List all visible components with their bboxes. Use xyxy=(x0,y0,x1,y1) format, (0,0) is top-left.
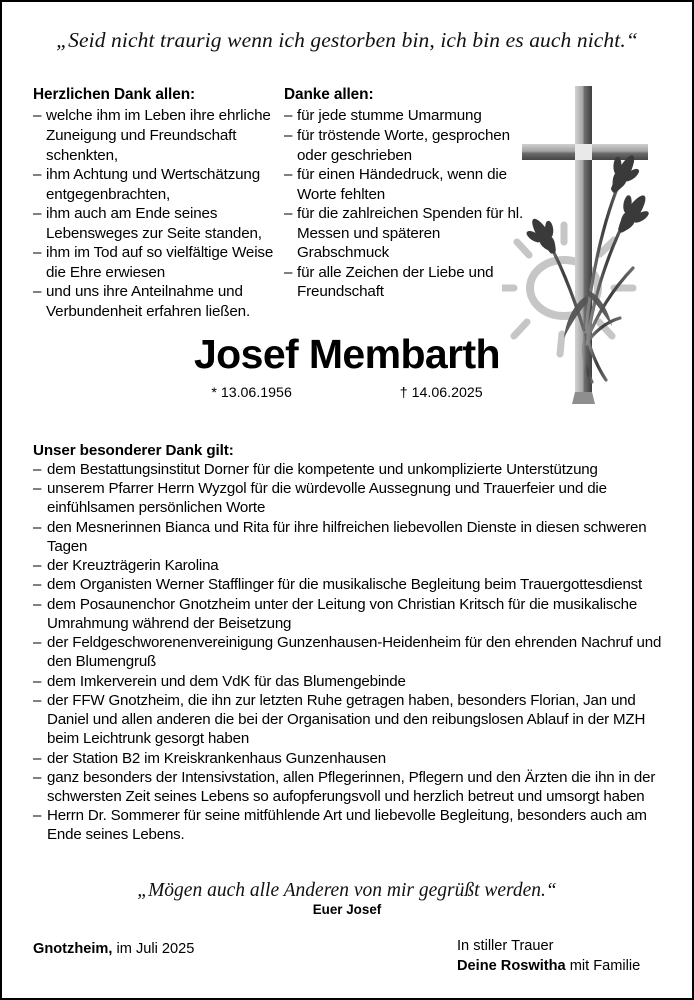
right-column-list xyxy=(284,106,532,301)
list-item xyxy=(33,243,281,282)
special-thanks-section xyxy=(33,442,665,845)
dash-marker: – xyxy=(33,576,42,594)
list-item-text: ihm Achtung und Wertschätzung entgegenbrachten, xyxy=(46,166,261,203)
left-column-list xyxy=(33,106,281,321)
list-item xyxy=(284,106,532,126)
closing-quote: „Mögen auch alle Anderen von mir gegrüßt werden.“ xyxy=(137,880,557,901)
list-item-text: für einen Händedruck, wenn die Worte fehlten xyxy=(297,166,507,203)
list-item xyxy=(33,575,665,594)
list-item-text: dem Organisten Werner Stafflinger für die musikalische Begleitung beim Trauergottesdienst xyxy=(47,576,643,594)
list-item xyxy=(33,768,665,806)
dash-marker: – xyxy=(33,691,42,709)
closing-signature: Euer Josef xyxy=(312,902,382,917)
list-item xyxy=(33,672,665,691)
list-item-text: dem Posaunenchor Gnotzheim unter der Leitung von Christian Kritsch für die musikalische Umrahmung während der Beisetzung xyxy=(47,595,638,632)
dash-marker: – xyxy=(33,634,42,652)
list-item xyxy=(33,595,665,633)
list-item-text: unserem Pfarrer Herrn Wyzgol für die würdevolle Aussegnung und Trauerfeier und die einfühlsamen persönlichen Worte xyxy=(47,480,607,517)
list-item xyxy=(33,518,665,556)
footer-place: Gnotzheim, xyxy=(33,941,113,957)
list-item-text: für alle Zeichen der Liebe und Freundschaft xyxy=(297,263,494,301)
list-item xyxy=(33,633,665,671)
dash-marker: – xyxy=(33,672,42,690)
birth-date: * 13.06.1956 xyxy=(211,385,292,401)
list-item-text: dem Imkerverein und dem VdK für das Blumengebinde xyxy=(47,672,406,690)
mourner-name: Deine Roswitha xyxy=(457,957,566,974)
dash-marker: – xyxy=(33,768,42,786)
list-item-text: der Feldgeschworenenvereinigung Gunzenhausen-Heidenheim für den ehrenden Nachruf und den Blumengruß xyxy=(47,634,662,671)
list-item xyxy=(33,556,665,575)
mourner-line xyxy=(457,957,640,977)
dash-marker: – xyxy=(33,595,42,613)
mourning-label: In stiller Trauer xyxy=(457,938,554,954)
list-item xyxy=(33,204,281,243)
list-item-text: für tröstende Worte, gesprochen oder geschrieben xyxy=(297,127,510,164)
footer-mourners xyxy=(457,937,640,976)
list-item xyxy=(284,126,532,165)
list-item xyxy=(284,165,532,204)
mourner-suffix: mit Familie xyxy=(565,957,641,974)
list-item xyxy=(33,749,665,768)
thanks-column-right xyxy=(284,86,532,302)
left-column-heading: Herzlichen Dank allen: xyxy=(33,86,196,103)
special-thanks-heading: Unser besonderer Dank gilt: xyxy=(33,442,234,459)
dash-marker: – xyxy=(33,461,42,478)
list-item-text: dem Bestattungsinstitut Dorner für die kompetente und unkomplizierte Unterstützung xyxy=(47,461,598,478)
top-quote: „Seid nicht traurig wenn ich gestorben bin, ich bin es auch nicht.“ xyxy=(56,28,638,52)
list-item xyxy=(33,691,665,749)
list-item-text: und uns ihre Anteilnahme und Verbundenheit erfahren ließen. xyxy=(46,283,251,320)
list-item-text: der FFW Gnotzheim, die ihn zur letzten Ruhe getragen haben, besonders Florian, Jan und Daniel und allen anderen die bei der Organisation und den reibungslosen Ablauf in der MZH beim Leichtrunk gesorgt haben xyxy=(47,691,646,748)
list-item-text: ihm im Tod auf so vielfältige Weise die Ehre erwiesen xyxy=(46,244,274,281)
special-thanks-list xyxy=(33,460,665,845)
list-item-text: ganz besonders der Intensivstation, allen Pflegerinnen, Pflegern und den Ärzten die ihn in der schwersten Zeit seines Lebens so aufopferungsvoll und herzlich betreut und umsorgt haben xyxy=(47,768,656,805)
footer-date: im Juli 2025 xyxy=(112,941,195,957)
dash-marker: – xyxy=(33,557,42,575)
dash-marker: – xyxy=(33,107,42,125)
list-item-text: der Station B2 im Kreiskrankenhaus Gunzenhausen xyxy=(47,749,386,767)
list-item-text: den Mesnerinnen Bianca und Rita für ihre hilfreichen liebevollen Dienste in diesen schweren Tagen xyxy=(47,518,647,555)
list-item xyxy=(33,479,665,517)
dash-marker: – xyxy=(284,127,293,145)
list-item xyxy=(33,165,281,204)
dash-marker: – xyxy=(284,166,293,184)
list-item-text: Herrn Dr. Sommerer für seine mitfühlende Art und liebevolle Begleitung, besonders auch am Ende seines Lebens. xyxy=(47,807,647,844)
list-item xyxy=(284,204,532,263)
dash-marker: – xyxy=(33,166,42,184)
dash-marker: – xyxy=(33,480,42,498)
dash-marker: – xyxy=(284,263,293,281)
list-item xyxy=(33,106,281,165)
footer-place-date xyxy=(33,940,194,960)
list-item-text: ihm auch am Ende seines Lebensweges zur Seite standen, xyxy=(46,205,262,242)
deceased-name: Josef Membarth xyxy=(193,331,500,377)
list-item-text: der Kreuzträgerin Karolina xyxy=(47,557,219,575)
list-item-text: für jede stumme Umarmung xyxy=(297,107,482,125)
list-item xyxy=(33,460,665,479)
list-item xyxy=(284,263,532,302)
list-item-text: für die zahlreichen Spenden für hl. Messen und späteren Grabschmuck xyxy=(297,205,524,262)
list-item-text: welche ihm im Leben ihre ehrliche Zuneigung und Freundschaft schenkten, xyxy=(46,107,271,164)
dash-marker: – xyxy=(33,283,42,301)
right-column-heading: Danke allen: xyxy=(284,86,374,103)
list-item xyxy=(33,806,665,844)
list-item xyxy=(33,282,281,321)
dash-marker: – xyxy=(33,205,42,223)
dash-marker: – xyxy=(284,107,293,125)
dash-marker: – xyxy=(33,244,42,262)
life-dates xyxy=(2,385,692,401)
dash-marker: – xyxy=(284,205,293,223)
page-inner xyxy=(2,2,692,998)
thanks-column-left xyxy=(33,86,281,321)
dash-marker: – xyxy=(33,749,42,767)
dash-marker: – xyxy=(33,807,42,825)
dash-marker: – xyxy=(33,518,42,536)
death-date: † 14.06.2025 xyxy=(399,385,483,401)
